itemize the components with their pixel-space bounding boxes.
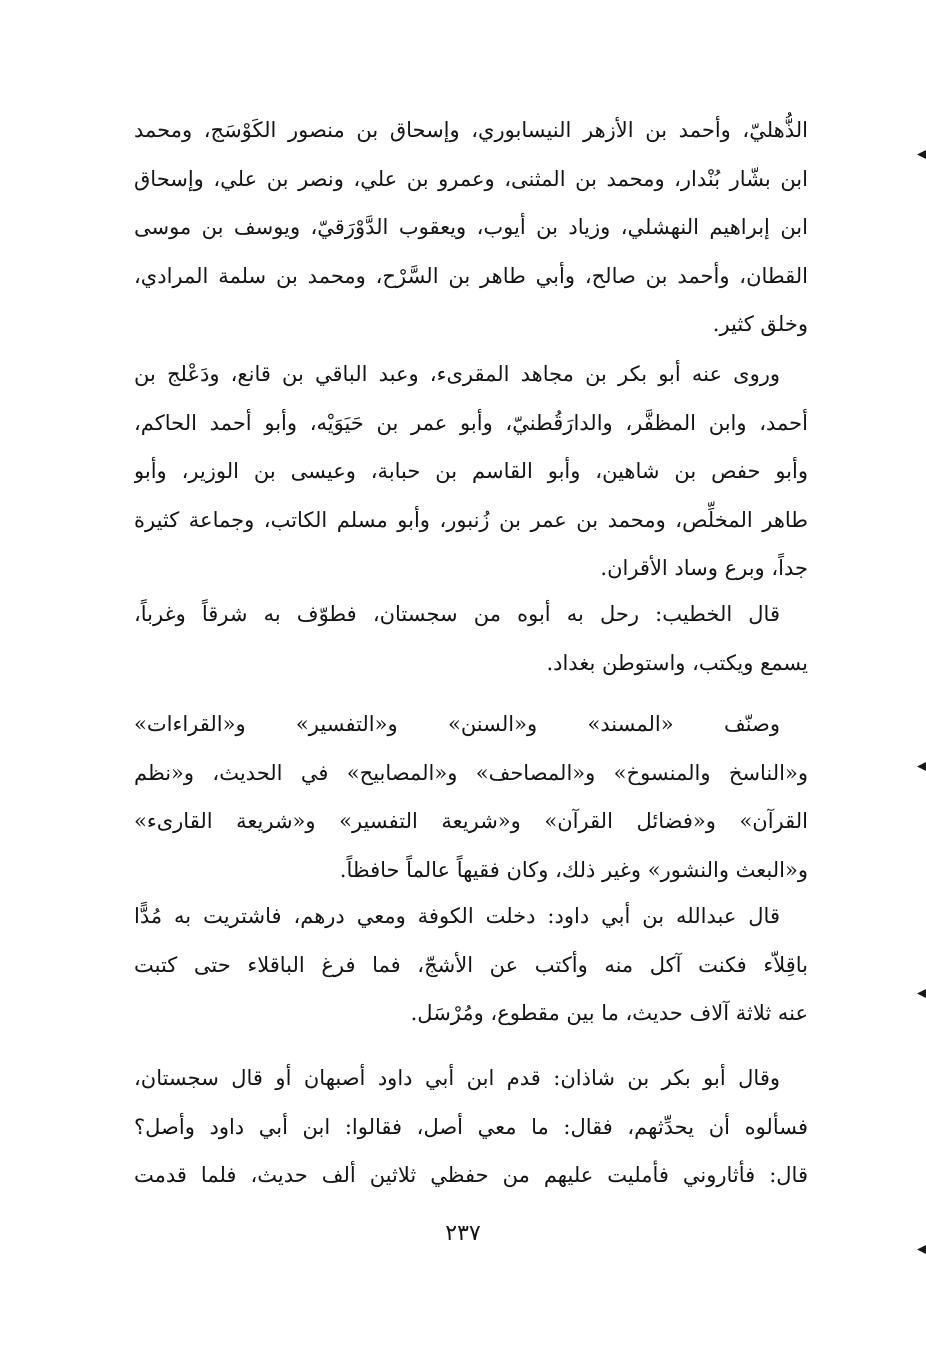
text-line: عنه ثلاثة آلاف حديث، ما بين مقطوع، ومُرْسَل. xyxy=(410,1001,808,1026)
paragraph-1 xyxy=(134,106,808,349)
scan-edge-mark xyxy=(917,1245,926,1254)
text-line: وخلق كثير. xyxy=(712,312,808,337)
text-line: وأبو حفص بن شاهين، وأبو القاسم بن حبابة، وعيسى بن الوزير، وأبو xyxy=(134,459,808,484)
text-line: جداً، وبرع وساد الأقران. xyxy=(600,556,808,581)
text-line: و«الناسخ والمنسوخ» و«المصاحف» و«المصابيح» في الحديث، و«نظم xyxy=(134,760,808,785)
paragraph-5 xyxy=(134,892,808,1038)
text-line: الذُّهليّ، وأحمد بن الأزهر النيسابوري، وإسحاق بن منصور الكَوْسَج، ومحمد xyxy=(134,118,808,142)
text-line: قال الخطيب: رحل به أبوه من سجستان، فطوّف به شرقاً وغرباً، xyxy=(134,602,780,626)
text-line: يسمع ويكتب، واستوطن بغداد. xyxy=(546,650,808,675)
text-line: باقِلاّء فكنت آكل منه وأكتب عن الأشجّ، فما فرغ الباقلاء حتى كتبت xyxy=(134,952,808,977)
paragraph-3 xyxy=(134,590,808,687)
scan-edge-mark xyxy=(917,762,926,771)
scan-edge-mark xyxy=(917,989,926,998)
text-line: ابن بشّار بُنْدار، ومحمد بن المثنى، وعمرو بن علي، ونصر بن علي، وإسحاق xyxy=(134,166,808,191)
scan-edge-mark xyxy=(917,150,926,159)
text-line: وصنّف «المسند» و«السنن» و«التفسير» و«القراءات» xyxy=(134,712,780,736)
text-line: القرآن» و«فضائل القرآن» و«شريعة التفسير» و«شريعة القارىء» xyxy=(134,809,808,834)
text-line: طاهر المخلِّص، ومحمد بن عمر بن زُنبور، وأبو مسلم الكاتب، وجماعة كثيرة xyxy=(134,507,808,532)
paragraph-4 xyxy=(134,700,808,894)
text-line: القطان، وأحمد بن صالح، وأبي طاهر بن السَّرْح، ومحمد بن سلمة المرادي، xyxy=(134,263,808,288)
text-line: قال عبدالله بن أبي داود: دخلت الكوفة ومعي درهم، فاشتريت به مُدًّا xyxy=(134,904,780,928)
paragraph-2 xyxy=(134,350,808,593)
paragraph-6 xyxy=(134,1054,808,1200)
text-line: وقال أبو بكر بن شاذان: قدم ابن أبي داود أصبهان أو قال سجستان، xyxy=(134,1066,780,1090)
text-line: و«البعث والنشور» وغير ذلك، وكان فقيهاً عالماً حافظاً. xyxy=(339,857,808,882)
page-number: ٢٣٧ xyxy=(445,1221,481,1246)
text-line: ابن إبراهيم النهشلي، وزياد بن أيوب، ويعقوب الدَّوْرَقيّ، ويوسف بن موسى xyxy=(134,215,808,240)
text-line: أحمد، وابن المظفَّر، والدارَقُطنيّ، وأبو عمر بن حَيَوَيْه، وأبو أحمد الحاكم، xyxy=(134,410,808,435)
text-line: وروى عنه أبو بكر بن مجاهد المقرىء، وعبد الباقي بن قانع، ودَعْلج بن xyxy=(134,362,780,386)
text-line: قال: فأثاروني فأمليت عليهم من حفظي ثلاثين ألف حديث، فلما قدمت xyxy=(134,1163,808,1188)
text-line: فسألوه أن يحدِّثهم، فقال: ما معي أصل، فقالوا: ابن أبي داود وأصل؟ xyxy=(134,1114,808,1139)
